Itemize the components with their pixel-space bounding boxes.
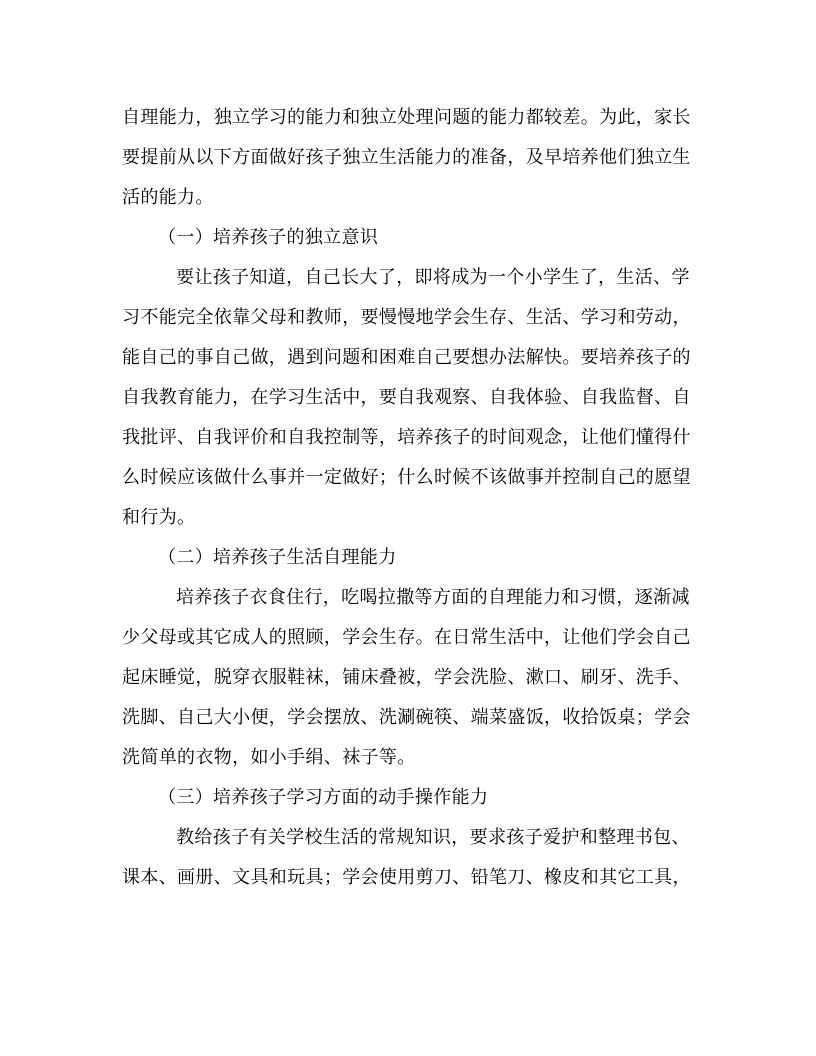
text-line: 自我教育能力，在学习生活中，要自我观察、自我体验、自我监督、自	[122, 387, 691, 408]
text-line: 课本、画册、文具和玩具；学会使用剪刀、铅笔刀、橡皮和其它工具，	[122, 867, 691, 888]
section-heading: （三）培养孩子学习方面的动手操作能力	[158, 787, 489, 808]
paragraph-first-line: 培养孩子衣食住行，吃喝拉撒等方面的自理能力和习惯，逐渐减	[176, 587, 690, 608]
text-line: 能自己的事自己做，遇到问题和困难自己要想办法解快。要培养孩子的	[122, 347, 691, 368]
text-line: 我批评、自我评价和自我控制等，培养孩子的时间观念，让他们懂得什	[122, 427, 691, 448]
paragraph-first-line: 教给孩子有关学校生活的常规知识，要求孩子爱护和整理书包、	[176, 827, 690, 848]
text-line: 活的能力。	[122, 187, 214, 208]
text-line: 要提前从以下方面做好孩子独立生活能力的准备，及早培养他们独立生	[122, 147, 691, 168]
paragraph-first-line: 要让孩子知道，自己长大了，即将成为一个小学生了，生活、学	[176, 267, 690, 288]
section-heading: （二）培养孩子生活自理能力	[158, 547, 397, 568]
text-line: 少父母或其它成人的照顾，学会生存。在日常生活中，让他们学会自己	[122, 627, 691, 648]
section-heading: （一）培养孩子的独立意识	[158, 227, 379, 248]
text-line: 和行为。	[122, 507, 196, 528]
document-body	[122, 98, 698, 898]
text-line: 洗简单的衣物，如小手绢、袜子等。	[122, 747, 416, 768]
text-line: 习不能完全依靠父母和教师，要慢慢地学会生存、生活、学习和劳动，	[122, 307, 691, 328]
text-line: 么时候应该做什么事并一定做好；什么时候不该做事并控制自己的愿望	[122, 467, 691, 488]
text-line: 自理能力，独立学习的能力和独立处理问题的能力都较差。为此，家长	[122, 107, 691, 128]
text-line: 洗脚、自己大小便，学会摆放、洗涮碗筷、端菜盛饭，收拾饭桌；学会	[122, 707, 691, 728]
text-line: 起床睡觉，脱穿衣服鞋袜，铺床叠被，学会洗脸、漱口、刷牙、洗手、	[122, 667, 691, 688]
